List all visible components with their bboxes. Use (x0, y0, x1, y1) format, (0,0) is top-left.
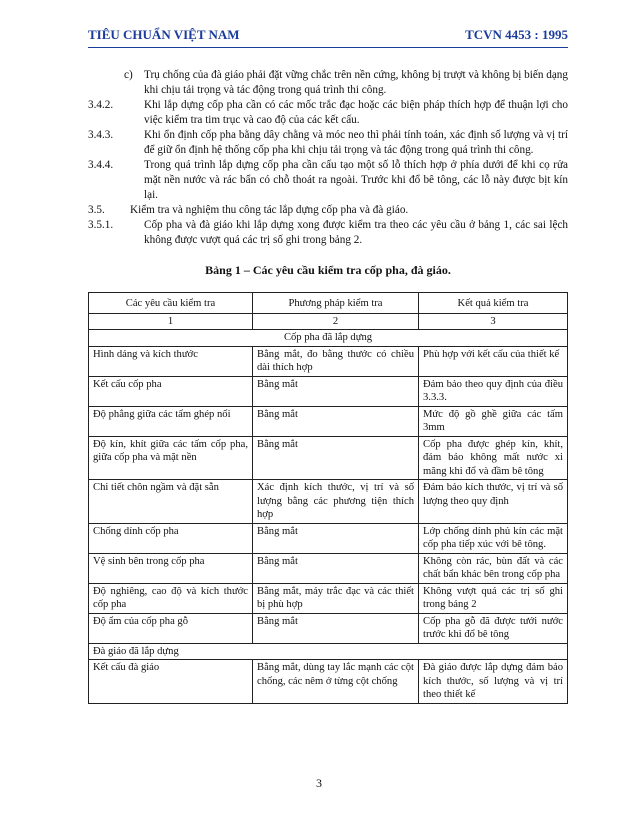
paragraph-number: 3.5. (88, 204, 105, 216)
cell-method: Bằng mắt (253, 613, 419, 643)
cell-result: Cốp pha được ghép kín, khít, đảm bảo không mất nước xi măng khi đổ và đầm bê tông (419, 436, 568, 480)
paragraph-text: Khi ổn định cốp pha bằng dây chằng và móc neo thì phải tính toán, xác định số lượng và vị trí để giữ ổn định hệ thống cốp pha khi chịu tải trọng và tác động trong quá trình thi công. (144, 129, 568, 156)
paragraph-3-4-4 (88, 158, 568, 203)
cell-requirement: Vệ sinh bên trong cốp pha (89, 553, 253, 583)
table-row (89, 346, 568, 376)
cell-result: Không còn rác, bùn đất và các chất bẩn khác bên trong cốp pha (419, 553, 568, 583)
cell-requirement: Độ nghiêng, cao độ và kích thước cốp pha (89, 583, 253, 613)
table-row (89, 406, 568, 436)
section-row (89, 643, 568, 660)
table-row (89, 376, 568, 406)
cell-requirement: Chi tiết chôn ngầm và đặt sẵn (89, 480, 253, 524)
paragraph-number: c) (124, 69, 133, 81)
cell-method: Bằng mắt, máy trắc đạc và các thiết bị phù hợp (253, 583, 419, 613)
column-number: 1 (89, 313, 253, 330)
table-row (89, 613, 568, 643)
cell-method: Bằng mắt, đo bằng thước có chiều dài thích hợp (253, 346, 419, 376)
table-row (89, 436, 568, 480)
column-number: 2 (253, 313, 419, 330)
cell-method: Bằng mắt (253, 376, 419, 406)
paragraph-number: 3.5.1. (88, 219, 114, 231)
cell-method: Bằng mắt, dùng tay lắc mạnh các cột chống, các nêm ở từng cột chống (253, 660, 419, 704)
paragraph-number: 3.4.3. (88, 129, 114, 141)
section-title: Cốp pha đã lắp dựng (89, 330, 568, 347)
cell-result: Đảm bảo theo quy định của điều 3.3.3. (419, 376, 568, 406)
cell-result: Phù hợp với kết cấu của thiết kế (419, 346, 568, 376)
cell-result: Mức độ gồ ghề giữa các tấm 3mm (419, 406, 568, 436)
cell-requirement: Độ ẩm của cốp pha gỗ (89, 613, 253, 643)
table-header-row (89, 293, 568, 314)
cell-result: Đà giáo được lắp dựng đảm bảo kích thước, số lượng và vị trí theo thiết kế (419, 660, 568, 704)
cell-result: Cốp pha gỗ đã được tưới nước trước khi đổ bê tông (419, 613, 568, 643)
cell-result: Không vượt quá các trị số ghi trong bảng 2 (419, 583, 568, 613)
paragraph-3-4-2 (88, 98, 568, 128)
cell-requirement: Kết cấu cốp pha (89, 376, 253, 406)
inspection-table (88, 292, 568, 704)
section-row (89, 330, 568, 347)
table-row (89, 480, 568, 524)
table-row (89, 553, 568, 583)
paragraph-text: Trong quá trình lắp dựng cốp pha cần cấu tạo một số lỗ thích hợp ở phía dưới để khi cọ rửa mặt nền nước và rác bẩn có chỗ thoát ra ngoài. Trước khi đổ bê tông, các lỗ này được bịt kín lại. (144, 159, 568, 201)
paragraph-number: 3.4.2. (88, 99, 114, 111)
document-body (88, 68, 568, 704)
cell-requirement: Kết cấu đà giáo (89, 660, 253, 704)
paragraph-text: Khi lắp dựng cốp pha cần có các mốc trắc đạc hoặc các biện pháp thích hợp để thuận lợi cho việc kiểm tra tim trục và cao độ của các kết cấu. (144, 99, 568, 126)
cell-result: Lớp chống dính phủ kín các mặt cốp pha tiếp xúc với bê tông. (419, 523, 568, 553)
paragraph-text: Cốp pha và đà giáo khi lắp dựng xong được kiểm tra theo các yêu cầu ở bảng 1, các sai lệch không được vượt quá các trị số ghi trong bảng 2. (144, 219, 568, 246)
paragraph-text: Kiểm tra và nghiệm thu công tác lắp dựng cốp pha và đà giáo. (130, 204, 409, 216)
cell-method: Bằng mắt (253, 523, 419, 553)
page-number: 3 (316, 776, 322, 790)
table-row (89, 583, 568, 613)
table-row (89, 523, 568, 553)
paragraph-3-4-3 (88, 128, 568, 158)
table-column-number-row (89, 313, 568, 330)
paragraph-3-5-1 (88, 218, 568, 248)
header-result: Kết quả kiểm tra (419, 293, 568, 314)
paragraph-text: Trụ chống của đà giáo phải đặt vững chắc trên nền cứng, không bị trượt và không bị biến dạng khi chịu tải trọng và tác động trong quá trình thi công. (144, 69, 568, 96)
header-method: Phương pháp kiểm tra (253, 293, 419, 314)
paragraph-number: 3.4.4. (88, 159, 114, 171)
cell-method: Bằng mắt (253, 406, 419, 436)
column-number: 3 (419, 313, 568, 330)
cell-requirement: Hình dáng và kích thước (89, 346, 253, 376)
section-title: Đà giáo đã lắp dựng (89, 643, 568, 660)
header-requirements: Các yêu cầu kiểm tra (89, 293, 253, 314)
page-header (88, 27, 568, 48)
cell-requirement: Chống dính cốp pha (89, 523, 253, 553)
cell-result: Đảm bảo kích thước, vị trí và số lượng theo quy định (419, 480, 568, 524)
table-row (89, 660, 568, 704)
header-standard-code: TCVN 4453 : 1995 (465, 27, 568, 42)
paragraph-3-5 (88, 203, 568, 218)
cell-requirement: Độ phẳng giữa các tấm ghép nối (89, 406, 253, 436)
cell-method: Xác định kích thước, vị trí và số lượng bằng các phương tiện thích hợp (253, 480, 419, 524)
cell-method: Bằng mắt (253, 553, 419, 583)
table-title: Bảng 1 – Các yêu cầu kiểm tra cốp pha, đà giáo. (205, 263, 451, 277)
cell-method: Bằng mắt (253, 436, 419, 480)
paragraph-c (88, 68, 568, 98)
cell-requirement: Độ kín, khít giữa các tấm cốp pha, giữa cốp pha và mặt nền (89, 436, 253, 480)
header-standard-name: TIÊU CHUẨN VIỆT NAM (88, 27, 240, 42)
